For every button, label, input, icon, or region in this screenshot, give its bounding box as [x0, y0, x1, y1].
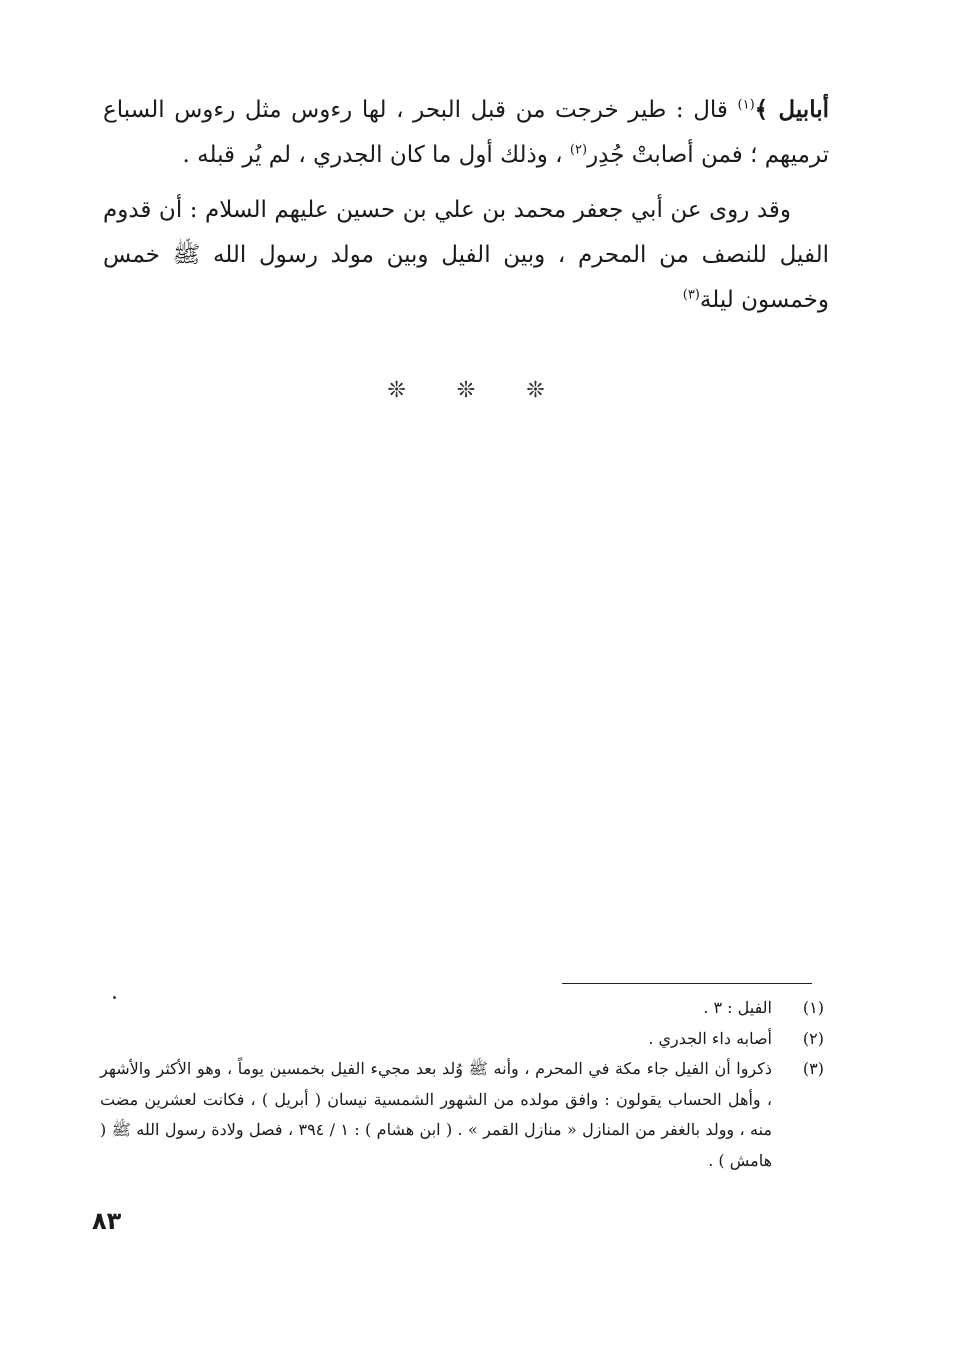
- footnote-ref-3[interactable]: (٣): [682, 287, 700, 303]
- page-number: ٨٣: [92, 1207, 122, 1235]
- section-separator: ❊ ❊ ❊: [387, 378, 567, 403]
- footnote-divider: [562, 983, 812, 984]
- footnotes: [100, 993, 824, 1176]
- paragraph-elephant-date: [103, 188, 829, 323]
- footnote-item: [100, 1024, 824, 1055]
- keyword-ababil: أبابيل ﴾: [754, 96, 829, 123]
- footnote-text: أصابه داء الجدري .: [648, 1028, 772, 1048]
- footnote-number: (١): [802, 998, 824, 1017]
- paragraph-1-text-a: قال : طير خرجت من قبل البحر ، لها رءوس مثل رءوس السباع ترميهم ؛ فمن أصابتْ جُدِر: [103, 97, 829, 168]
- footnote-number: (٣): [802, 1059, 824, 1078]
- footnote-ref-1[interactable]: (١): [737, 97, 755, 113]
- footnote-number: (٢): [802, 1028, 824, 1048]
- paragraph-1-text-b: ، وذلك أول ما كان الجدري ، لم يُر قبله .: [182, 142, 570, 168]
- paragraph-2-text: وقد روى عن أبي جعفر محمد بن علي بن حسين عليهم السلام : أن قدوم الفيل للنصف من المحرم ، وبين الفيل وبين مولد رسول الله ﷺ خمس وخمسون ليلة: [103, 197, 829, 313]
- paragraph-abābīl: [103, 87, 829, 178]
- footnote-text: ذكروا أن الفيل جاء مكة في المحرم ، وأنه ﷺ وُلد بعد مجيء الفيل بخمسين يوماً ، وهو الأكثر والأشهر ، وأهل الحساب يقولون : وافق مولده من الشهور الشمسية نيسان ( أبريل ) ، فكانت لعشرين مضت منه ، وولد بالغفر من المنازل « منازل القمر » . ( ابن هشام ) : ١ / ٣٩٤ ، فصل ولادة رسول الله ﷺ ( هامش ) .: [100, 1059, 773, 1170]
- footnote-text: الفيل : ٣ .: [703, 998, 772, 1017]
- footnote-item: [100, 993, 824, 1024]
- footnote-item: [100, 1054, 824, 1176]
- footnote-ref-2[interactable]: (٢): [569, 142, 588, 158]
